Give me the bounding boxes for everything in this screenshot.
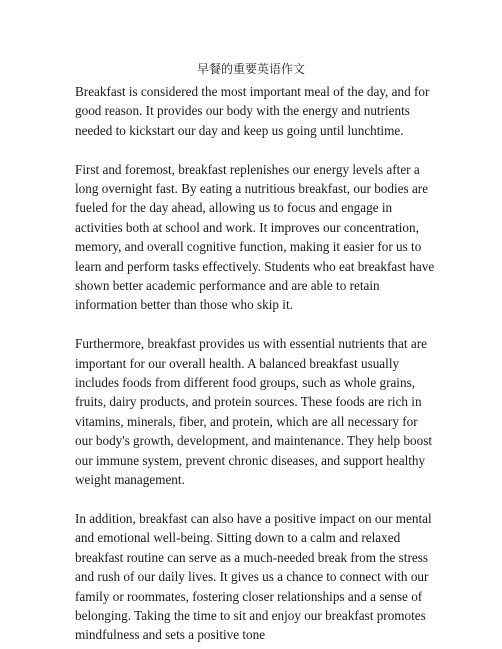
paragraph-wellbeing: In addition, breakfast can also have a positive impact on our mental and emotional well-being. Sitting down to a calm and relaxed breakfast routine can serve as a much-needed break from the stress and rush of our daily lives. It gives us a chance to connect with our family or roommates, fostering closer relationships and a sense of belonging. Taking the time to sit and enjoy our breakfast promotes mindfulness and sets a positive tone	[75, 510, 432, 643]
document-title: 早餐的重要英语作文	[196, 62, 305, 76]
document-body	[75, 82, 437, 649]
paragraph-energy: First and foremost, breakfast replenishes our energy levels after a long overnight fast. By eating a nutritious breakfast, our bodies are fueled for the day ahead, allowing us to focus and engage in activities both at school and work. It improves our concentration, memory, and overall cognitive function, making it easier for us to learn and perform tasks effectively. Students who eat breakfast have shown better academic performance and are able to retain information better than those who skip it.	[75, 161, 435, 313]
paragraph-nutrients: Furthermore, breakfast provides us with essential nutrients that are important for our overall health. A balanced breakfast usually includes foods from different food groups, such as whole grains, fruits, dairy products, and protein sources. These foods are rich in vitamins, minerals, fiber, and protein, which are all necessary for our body's growth, development, and maintenance. They help boost our immune system, prevent chronic diseases, and support healthy weight management.	[75, 336, 433, 488]
paragraph-intro: Breakfast is considered the most important meal of the day, and for good reason. It provides our body with the energy and nutrients needed to kickstart our day and keep us going until lunchtime.	[75, 84, 430, 138]
